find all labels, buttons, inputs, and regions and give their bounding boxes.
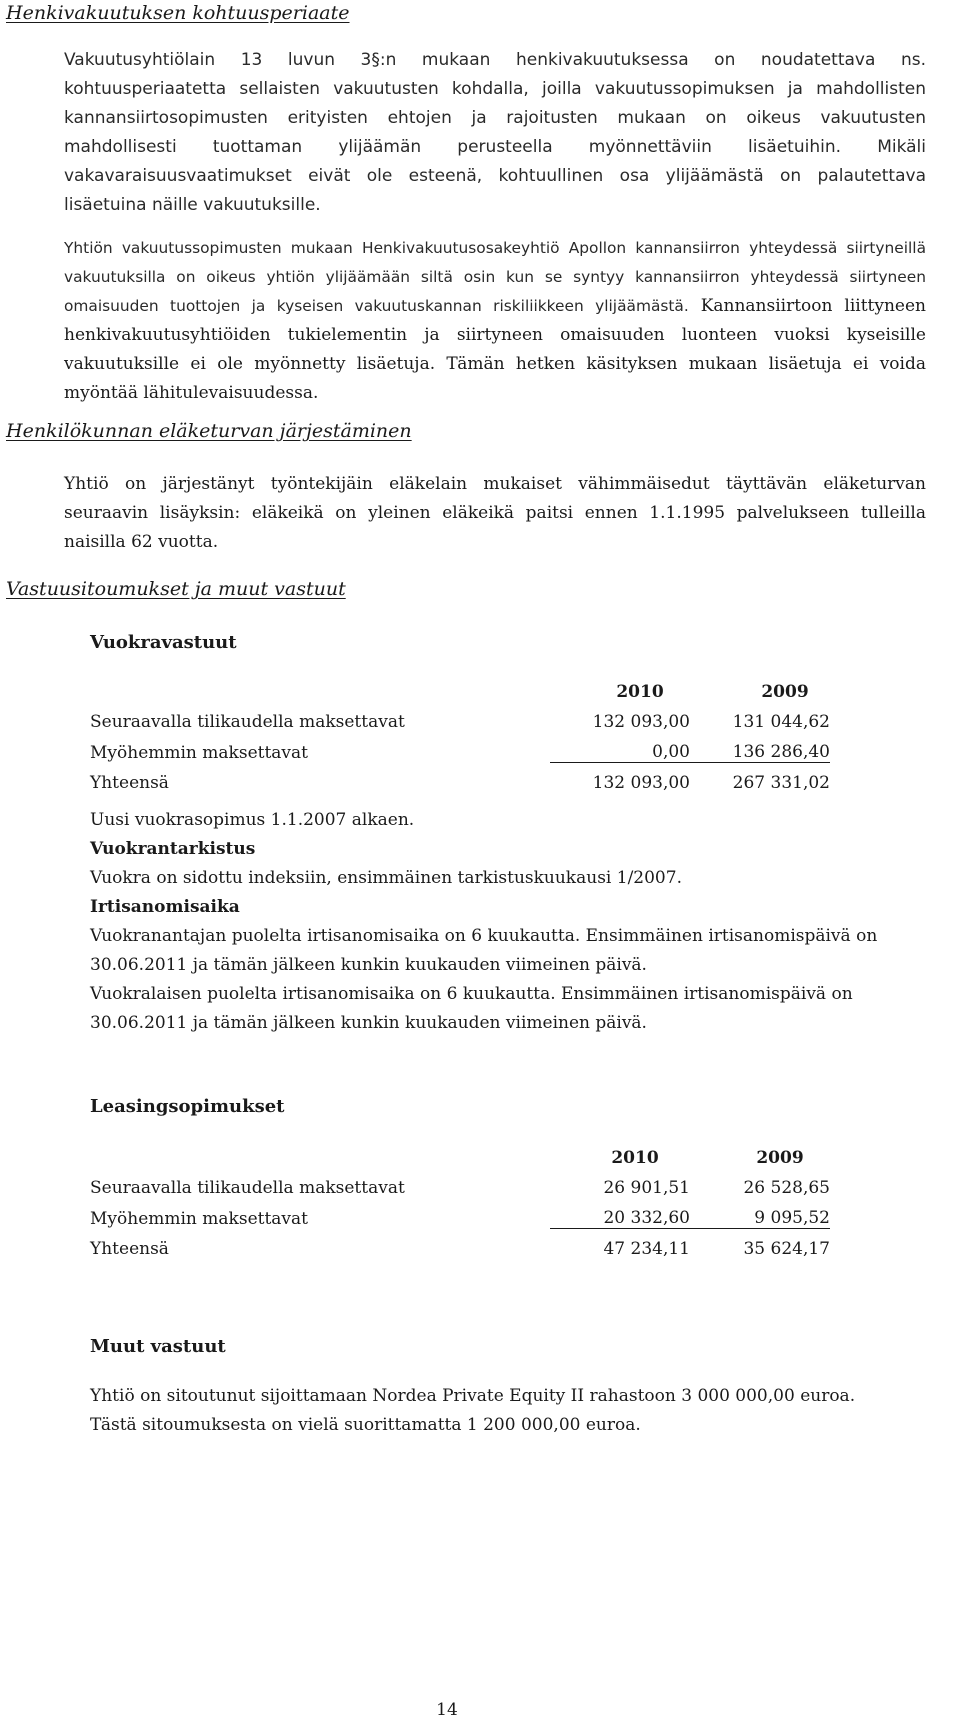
commitment-line-1: Yhtiö on sitoutunut sijoittamaan Nordea Private Equity II rahastoon 3 000 000,00 euroa. — [90, 1386, 856, 1406]
leasing-table — [90, 1138, 830, 1259]
rent-row-value-2009: 136 286,40 — [690, 732, 830, 763]
rent-row-value-2010: 0,00 — [550, 732, 690, 763]
table-row — [90, 732, 830, 763]
new-lease-text: Uusi vuokrasopimus 1.1.2007 alkaen. — [90, 810, 415, 830]
subheading-vuokravastuut: Vuokravastuut — [90, 632, 237, 653]
leasing-row-value-2010: 47 234,11 — [603, 1239, 690, 1259]
rent-year-2010: 2010 — [616, 682, 664, 702]
leasing-row-value-2010: 26 901,51 — [603, 1178, 690, 1198]
paragraph-elaketurva: Yhtiö on järjestänyt työntekijäin eläkelain mukaiset vähimmäisedut täyttävän eläketurvan seuraavin lisäyksin: eläkeikä on yleinen eläkeikä paitsi ennen 1.1.1995 palvelukseen tulleilla naisilla 62 vuotta. — [64, 474, 926, 552]
rent-row-label: Seuraavalla tilikaudella maksettavat — [90, 712, 405, 732]
leasing-row-value-2009: 26 528,65 — [743, 1178, 830, 1198]
table-row — [90, 1168, 830, 1198]
rent-details — [90, 806, 930, 1038]
subheading-leasing: Leasingsopimukset — [90, 1096, 285, 1117]
paragraph-apollo-part2: Kannansiirtoon liittyneen henkivakuutusyhtiöiden tukielementin ja siirtyneen omaisuuden luonteen vuoksi kyseisille vakuutuksille ei ole myönnetty lisäetuja. Tämän hetken käsityksen mukaan lisäetuja ei voida myöntää lähitulevaisuudessa. — [64, 296, 926, 403]
rent-row-label: Yhteensä — [90, 773, 169, 793]
leasing-year-2010: 2010 — [611, 1148, 659, 1168]
section-heading-elaketurva: Henkilökunnan eläketurvan järjestäminen — [6, 420, 412, 442]
leasing-row-label: Seuraavalla tilikaudella maksettavat — [90, 1178, 405, 1198]
table-row — [90, 1229, 830, 1260]
leasing-table-header — [90, 1138, 830, 1168]
rent-row-value-2010: 132 093,00 — [592, 712, 690, 732]
paragraph-kohtuusperiaate-part1: Vakuutusyhtiölain 13 luvun 3§:n mukaan henkivakuutuksessa on noudatettava ns. kohtuusperiaatetta sellaisten vakuutusten kohdalla, joilla vakuutussopimuksen ja mahdollisten kannansiirtosopimusten erityisten ehtojen ja rajoitusten mukaan on oikeus vakuutusten mahdollisesti tuottaman ylijäämän perusteella myönnettäviin lisäetuihin. — [64, 50, 926, 157]
notice-lessor-text: Vuokranantajan puolelta irtisanomisaika on 6 kuukautta. Ensimmäinen irtisanomispäivä on 30.06.2011 ja tämän jälkeen kunkin kuukauden viimeinen päivä. — [90, 926, 878, 975]
leasing-row-value-2009: 35 624,17 — [743, 1239, 830, 1259]
paragraph-kohtuusperiaate-part2: Mikäli vakavaraisuusvaatimukset eivät ole esteenä, kohtuullinen osa ylijäämästä on palautettava lisäetuina näille vakuutuksille. — [64, 137, 927, 215]
leasing-row-label: Myöhemmin maksettavat — [90, 1208, 308, 1229]
notice-period-heading: Irtisanomisaika — [90, 897, 240, 917]
section-heading-vastuusitoumukset: Vastuusitoumukset ja muut vastuut — [6, 578, 346, 600]
leasing-row-value-2009: 9 095,52 — [690, 1198, 830, 1229]
paragraph-apollo — [64, 234, 926, 408]
rent-year-2009: 2009 — [761, 682, 809, 702]
section-heading-kohtuusperiaate: Henkivakuutuksen kohtuusperiaate — [6, 2, 350, 24]
table-row — [90, 702, 830, 732]
leasing-year-2009: 2009 — [756, 1148, 804, 1168]
leasing-row-label: Yhteensä — [90, 1239, 169, 1259]
table-row — [90, 763, 830, 794]
rent-row-value-2010: 132 093,00 — [592, 773, 690, 793]
other-commitments — [90, 1382, 930, 1440]
subheading-muut-vastuut: Muut vastuut — [90, 1336, 226, 1357]
paragraph-kohtuusperiaate — [64, 46, 926, 220]
rent-row-value-2009: 131 044,62 — [732, 712, 830, 732]
leasing-row-value-2010: 20 332,60 — [550, 1198, 690, 1229]
rent-row-label: Myöhemmin maksettavat — [90, 742, 308, 763]
rent-table — [90, 672, 830, 793]
notice-lessee-text: Vuokralaisen puolelta irtisanomisaika on 6 kuukautta. Ensimmäinen irtisanomispäivä on 30.06.2011 ja tämän jälkeen kunkin kuukauden viimeinen päivä. — [90, 984, 853, 1033]
commitment-line-2: Tästä sitoumuksesta on vielä suorittamatta 1 200 000,00 euroa. — [90, 1415, 641, 1435]
rent-review-heading: Vuokrantarkistus — [90, 839, 256, 859]
rent-table-header — [90, 672, 830, 702]
rent-review-text: Vuokra on sidottu indeksiin, ensimmäinen tarkistuskuukausi 1/2007. — [90, 868, 682, 888]
page-number: 14 — [436, 1700, 458, 1720]
table-row — [90, 1198, 830, 1229]
paragraph-apollo-part1: Yhtiön vakuutussopimusten mukaan Henkivakuutusosakeyhtiö Apollon kannansiirron yhteydessä siirtyneillä vakuutuksilla on oikeus yhtiön ylijäämään siltä osin kun se syntyy kannansiirron yhteydessä siirtyneen omaisuuden tuottojen ja kyseisen vakuutuskannan riskiliikkeen ylijäämästä. — [64, 239, 926, 315]
rent-row-value-2009: 267 331,02 — [732, 773, 830, 793]
